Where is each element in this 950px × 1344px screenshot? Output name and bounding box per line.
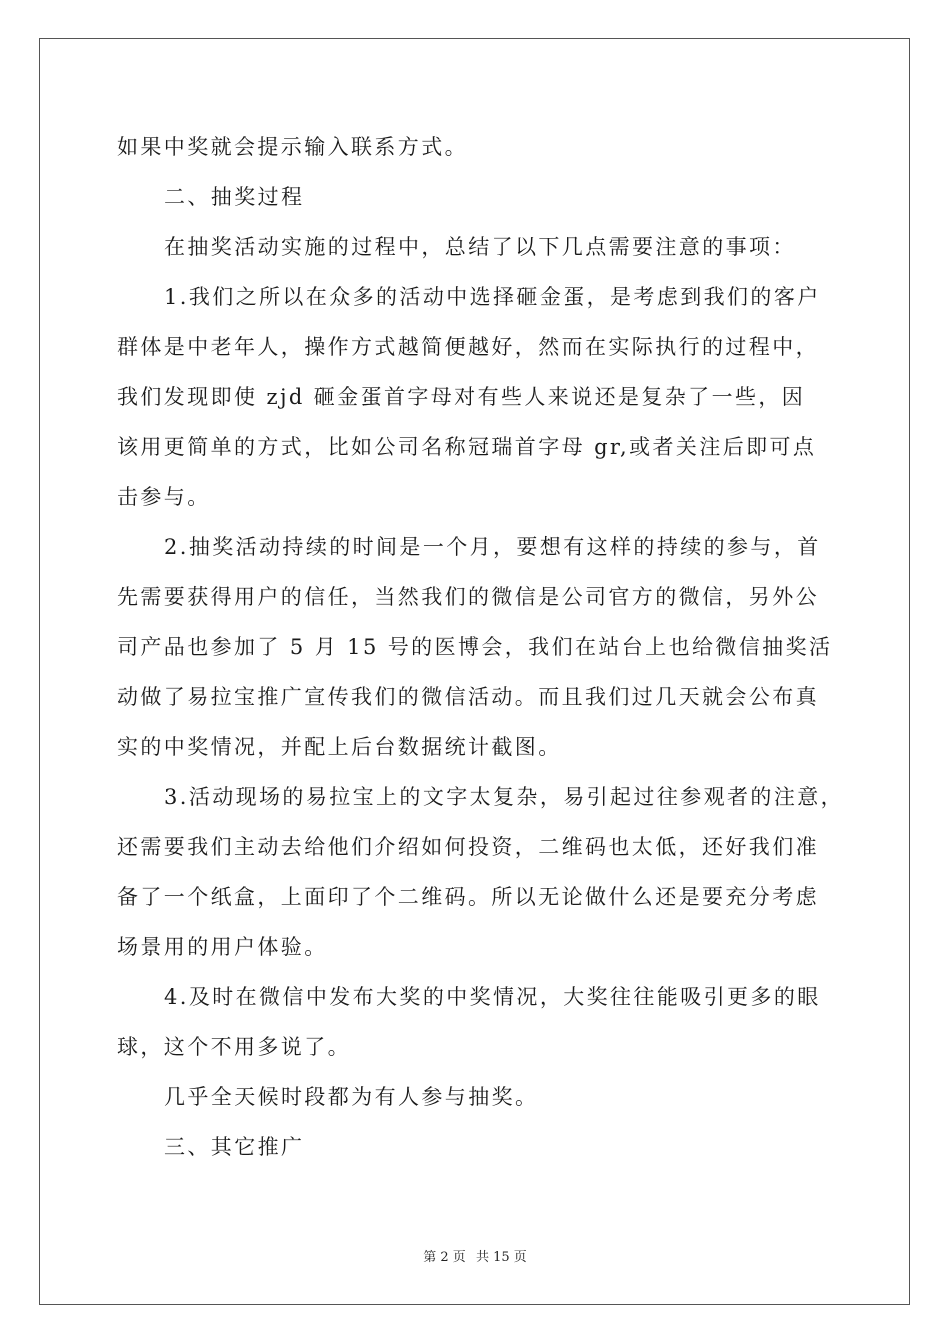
text-line: 动做了易拉宝推广宣传我们的微信活动。而且我们过几天就会公布真 xyxy=(117,685,819,709)
text-line: 如果中奖就会提示输入联系方式。 xyxy=(117,135,468,159)
total-pages: 共 15 页 xyxy=(475,1250,527,1265)
text-line: 该用更简单的方式，比如公司名称冠瑞首字母 gr,或者关注后即可点 xyxy=(117,435,817,459)
text-line: 我们发现即使 zjd 砸金蛋首字母对有些人来说还是复杂了一些，因 xyxy=(117,385,806,409)
text-line: 还需要我们主动去给他们介绍如何投资，二维码也太低，还好我们准 xyxy=(117,835,819,859)
text-line: 4.及时在微信中发布大奖的中奖情况，大奖往往能吸引更多的眼 xyxy=(164,985,821,1009)
text-line: 3.活动现场的易拉宝上的文字太复杂，易引起过往参观者的注意， xyxy=(164,785,845,809)
section-heading-other-promotion: 三、其它推广 xyxy=(164,1135,305,1159)
text-line: 1.我们之所以在众多的活动中选择砸金蛋，是考虑到我们的客户 xyxy=(164,285,821,309)
text-line: 备了一个纸盒，上面印了个二维码。所以无论做什么还是要充分考虑 xyxy=(117,885,819,909)
text-line: 2.抽奖活动持续的时间是一个月，要想有这样的持续的参与，首 xyxy=(164,535,821,559)
text-line: 群体是中老年人，操作方式越简便越好，然而在实际执行的过程中， xyxy=(117,335,819,359)
document-body xyxy=(117,122,845,1172)
text-line: 球，这个不用多说了。 xyxy=(117,1035,351,1059)
text-line: 实的中奖情况，并配上后台数据统计截图。 xyxy=(117,735,562,759)
text-line: 击参与。 xyxy=(117,485,211,509)
text-line: 在抽奖活动实施的过程中，总结了以下几点需要注意的事项： xyxy=(164,235,796,259)
text-line: 几乎全天候时段都为有人参与抽奖。 xyxy=(164,1085,539,1109)
text-line: 场景用的用户体验。 xyxy=(117,935,328,959)
text-line: 司产品也参加了 5 月 15 号的医博会，我们在站台上也给微信抽奖活 xyxy=(117,635,833,659)
page-number: 第 2 页 xyxy=(423,1250,466,1265)
section-heading-draw-process: 二、抽奖过程 xyxy=(164,185,305,209)
text-line: 先需要获得用户的信任，当然我们的微信是公司官方的微信，另外公 xyxy=(117,585,819,609)
page-footer xyxy=(0,1246,950,1265)
